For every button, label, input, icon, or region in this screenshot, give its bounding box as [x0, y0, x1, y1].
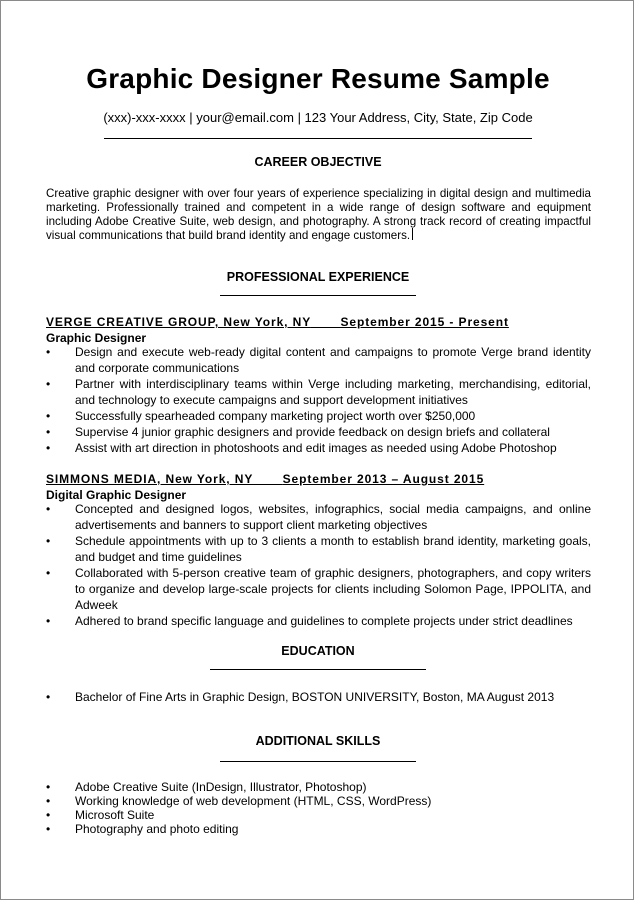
- job-dates: September 2013 – August 2015: [282, 472, 485, 486]
- experience-heading: PROFESSIONAL EXPERIENCE: [226, 270, 410, 284]
- list-item: • Concepted and designed logos, websites, infographics, social media campaigns, and online advertisements and banners to support client marketing objectives: [46, 501, 591, 533]
- skills-list: [46, 780, 591, 836]
- list-item: • Assist with art direction in photoshoots and edit images as needed using Adobe Photoshop: [46, 440, 591, 456]
- skills-heading: ADDITIONAL SKILLS: [255, 734, 381, 748]
- job-header: [46, 472, 484, 486]
- list-item: • Schedule appointments with up to 3 clients a month to establish brand identity, marketing goals, and budget and time guidelines: [46, 533, 591, 565]
- list-item: • Partner with interdisciplinary teams within Verge including marketing, merchandising, editorial, and technology to execute campaigns and support development initiatives: [46, 376, 591, 408]
- job-company: SIMMONS MEDIA, New York, NY: [46, 472, 254, 486]
- job-bullets: [46, 501, 591, 629]
- job-title: Digital Graphic Designer: [46, 488, 187, 502]
- education-heading: EDUCATION: [281, 644, 355, 658]
- skills-divider: [220, 761, 416, 762]
- text-cursor: [412, 228, 413, 240]
- resume-title: Graphic Designer Resume Sample: [86, 63, 550, 94]
- list-item: • Adobe Creative Suite (InDesign, Illustrator, Photoshop): [46, 780, 591, 794]
- list-item: • Supervise 4 junior graphic designers and provide feedback on design briefs and collateral: [46, 424, 591, 440]
- list-item: • Working knowledge of web development (HTML, CSS, WordPress): [46, 794, 591, 808]
- list-item: • Design and execute web-ready digital content and campaigns to promote Verge brand identity and corporate communications: [46, 344, 591, 376]
- experience-divider: [220, 295, 416, 296]
- education-divider: [210, 669, 426, 670]
- objective-text[interactable]: [46, 187, 591, 243]
- job-bullets: [46, 344, 591, 456]
- objective-paragraph: Creative graphic designer with over four years of experience specializing in digital design and multimedia marketing. Professionally trained and competent in a wide range of design software and equipment including Adobe Creative Suite, web design, and photography. A strong track record of creating impactful visual communications that build brand identity and engage customers.: [46, 187, 591, 243]
- contact-line: (xxx)-xxx-xxxx | your@email.com | 123 Your Address, City, State, Zip Code: [103, 110, 533, 125]
- job-header: [46, 315, 509, 329]
- list-item: • Photography and photo editing: [46, 822, 591, 836]
- list-item: • Microsoft Suite: [46, 808, 591, 822]
- list-item: • Adhered to brand specific language and guidelines to complete projects under strict deadlines: [46, 613, 591, 629]
- header-divider: [104, 138, 532, 139]
- job-title: Graphic Designer: [46, 331, 147, 345]
- list-item: • Collaborated with 5-person creative team of graphic designers, photographers, and copy writers to organize and develop large-scale projects for clients including Solomon Page, IPPOLITA, and Adweek: [46, 565, 591, 613]
- list-item: • Bachelor of Fine Arts in Graphic Design, BOSTON UNIVERSITY, Boston, MA August 2013: [46, 689, 591, 705]
- objective-heading: CAREER OBJECTIVE: [254, 155, 382, 169]
- education-list: [46, 689, 591, 705]
- job-dates: September 2015 - Present: [340, 315, 509, 329]
- job-company: VERGE CREATIVE GROUP, New York, NY: [46, 315, 311, 329]
- list-item: • Successfully spearheaded company marketing project worth over $250,000: [46, 408, 591, 424]
